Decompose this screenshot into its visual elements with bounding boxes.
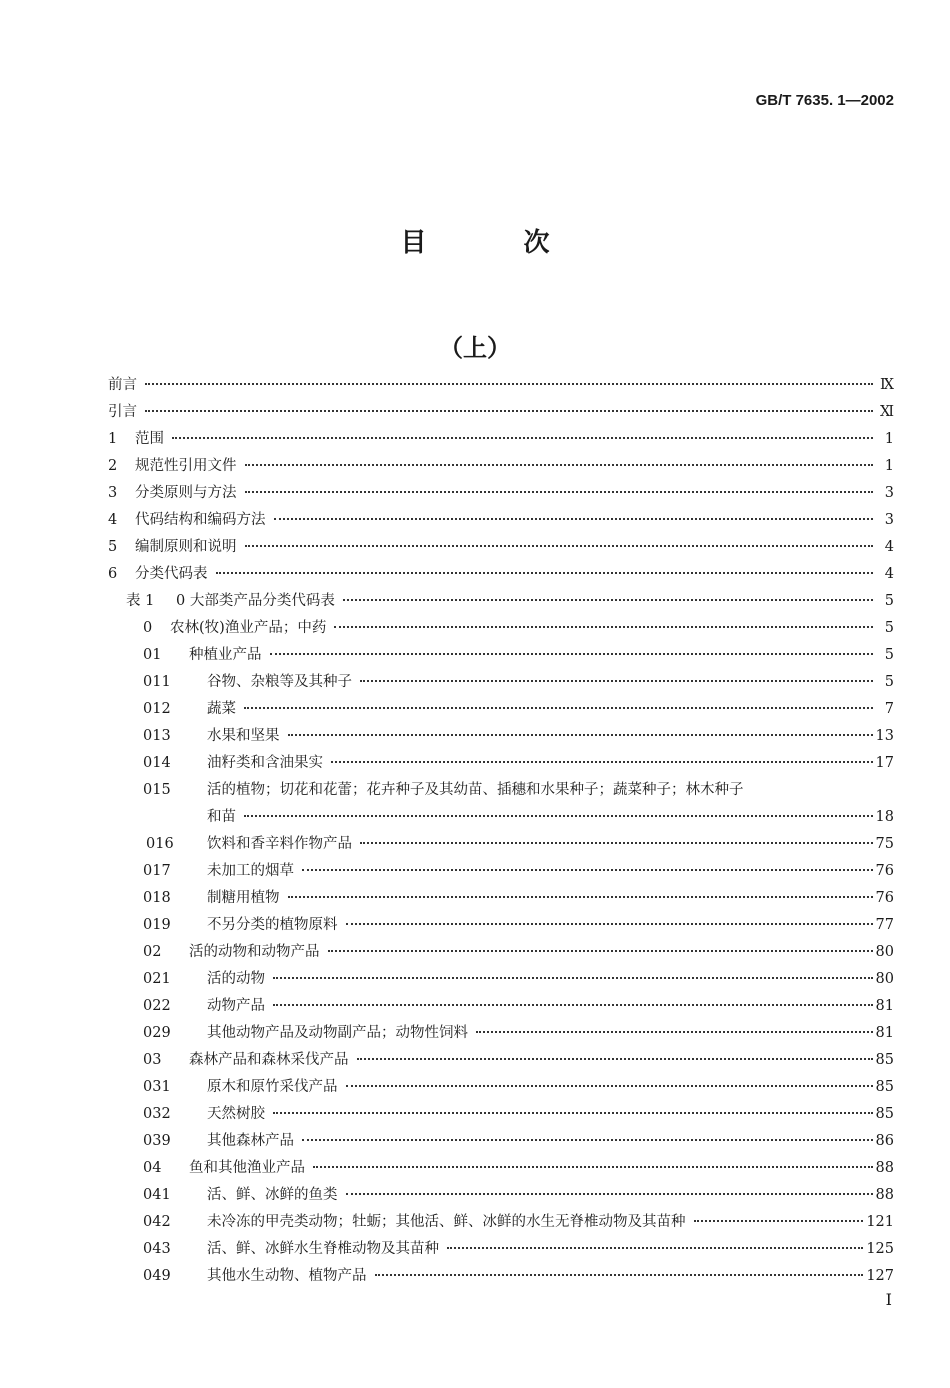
dot-leader xyxy=(273,976,873,979)
dot-leader xyxy=(476,1030,873,1033)
dot-leader xyxy=(447,1246,863,1249)
toc-entry-number: 0 xyxy=(143,620,153,636)
toc-entry-title: 0 大部类产品分类代码表 xyxy=(176,593,335,609)
dot-leader xyxy=(375,1273,864,1276)
document-code: GB/T 7635. 1—2002 xyxy=(755,92,894,109)
dot-leader xyxy=(288,895,873,898)
toc-entry-page: 121 xyxy=(866,1214,894,1230)
toc-entry-page: 1 xyxy=(884,431,894,447)
toc-entry-page: 77 xyxy=(875,917,894,933)
dot-leader xyxy=(245,544,874,547)
table-of-contents xyxy=(0,372,950,1290)
toc-entry[interactable] xyxy=(0,993,950,1020)
toc-entry-number: 011 xyxy=(143,674,171,690)
dot-leader xyxy=(346,1084,873,1087)
dot-leader xyxy=(328,949,873,952)
toc-entry-page: 4 xyxy=(884,539,894,555)
toc-entry-number: 041 xyxy=(143,1187,171,1203)
toc-entry[interactable] xyxy=(0,723,950,750)
toc-entry-number: 表 1 xyxy=(126,593,155,609)
toc-entry[interactable] xyxy=(0,561,950,588)
toc-entry-page: 85 xyxy=(875,1106,894,1122)
toc-entry[interactable] xyxy=(0,480,950,507)
toc-entry-page: 80 xyxy=(875,944,894,960)
dot-leader xyxy=(302,1138,873,1141)
toc-entry-title: 制糖用植物 xyxy=(207,890,280,906)
dot-leader xyxy=(216,571,874,574)
toc-entry[interactable] xyxy=(0,1182,950,1209)
toc-entry-page: 3 xyxy=(884,512,894,528)
toc-entry-page: 76 xyxy=(875,863,894,879)
toc-entry-title: 分类原则与方法 xyxy=(135,485,237,501)
toc-entry[interactable] xyxy=(0,1263,950,1290)
toc-entry-title: 其他森林产品 xyxy=(207,1133,294,1149)
toc-entry-page: Ⅸ xyxy=(880,377,894,393)
dot-leader xyxy=(270,652,874,655)
toc-entry-page: 17 xyxy=(875,755,894,771)
toc-entry-title: 活的动物和动物产品 xyxy=(189,944,320,960)
dot-leader xyxy=(145,382,873,385)
toc-entry-page: 81 xyxy=(875,1025,894,1041)
toc-entry-page: 4 xyxy=(884,566,894,582)
toc-entry[interactable] xyxy=(0,1074,950,1101)
toc-entry-page: 5 xyxy=(884,620,894,636)
toc-entry-number: 015 xyxy=(143,782,171,798)
dot-leader xyxy=(274,517,874,520)
toc-entry-page: 5 xyxy=(884,593,894,609)
toc-entry-page: Ⅺ xyxy=(879,404,894,420)
toc-entry-page: 127 xyxy=(866,1268,894,1284)
toc-entry-number: 018 xyxy=(143,890,171,906)
toc-entry[interactable] xyxy=(0,507,950,534)
toc-entry-title: 油籽类和含油果实 xyxy=(207,755,323,771)
toc-entry[interactable] xyxy=(0,642,950,669)
toc-entry-number: 014 xyxy=(143,755,171,771)
toc-entry[interactable] xyxy=(0,1047,950,1074)
toc-entry[interactable] xyxy=(0,777,950,804)
toc-entry-title: 活、鲜、冰鲜的鱼类 xyxy=(207,1187,338,1203)
toc-entry-page: 18 xyxy=(875,809,894,825)
toc-entry[interactable] xyxy=(0,750,950,777)
toc-entry-title: 编制原则和说明 xyxy=(135,539,237,555)
toc-entry[interactable] xyxy=(0,885,950,912)
toc-entry[interactable] xyxy=(0,966,950,993)
toc-entry-title: 未冷冻的甲壳类动物；牡蛎；其他活、鲜、冰鲜的水生无脊椎动物及其苗种 xyxy=(207,1214,686,1230)
volume-label: （上） xyxy=(439,334,511,362)
toc-entry-number: 043 xyxy=(143,1241,171,1257)
toc-entry-number: 4 xyxy=(108,512,118,528)
dot-leader xyxy=(244,814,873,817)
dot-leader xyxy=(172,436,873,439)
toc-entry-number: 3 xyxy=(108,485,118,501)
page-number: I xyxy=(885,1290,892,1309)
dot-leader xyxy=(245,463,874,466)
toc-entry-page: 81 xyxy=(875,998,894,1014)
toc-entry[interactable] xyxy=(0,696,950,723)
toc-entry-number: 021 xyxy=(143,971,171,987)
toc-entry-title: 谷物、杂粮等及其种子 xyxy=(207,674,352,690)
toc-entry-title: 活、鲜、冰鲜水生脊椎动物及其苗种 xyxy=(207,1241,439,1257)
toc-entry-title: 天然树胶 xyxy=(207,1106,265,1122)
toc-entry-title: 前言 xyxy=(108,377,137,393)
toc-entry-page: 76 xyxy=(875,890,894,906)
dot-leader xyxy=(244,706,873,709)
dot-leader xyxy=(145,409,873,412)
dot-leader xyxy=(346,1192,873,1195)
toc-entry-page: 75 xyxy=(875,836,894,852)
toc-entry-page: 85 xyxy=(875,1079,894,1095)
toc-entry[interactable] xyxy=(0,1020,950,1047)
dot-leader xyxy=(302,868,873,871)
toc-entry-title: 未加工的烟草 xyxy=(207,863,294,879)
toc-entry-page: 85 xyxy=(875,1052,894,1068)
toc-entry[interactable] xyxy=(0,939,950,966)
toc-entry[interactable] xyxy=(0,1101,950,1128)
dot-leader xyxy=(694,1219,864,1222)
toc-entry-title: 范围 xyxy=(135,431,164,447)
toc-entry-title: 农林(牧)渔业产品；中药 xyxy=(170,620,327,636)
toc-entry-title: 饮料和香辛料作物产品 xyxy=(207,836,352,852)
dot-leader xyxy=(331,760,873,763)
toc-entry-page: 86 xyxy=(875,1133,894,1149)
toc-entry-title: 水果和坚果 xyxy=(207,728,280,744)
toc-entry-number: 012 xyxy=(143,701,171,717)
toc-entry-page: 5 xyxy=(884,647,894,663)
toc-entry[interactable] xyxy=(0,912,950,939)
toc-entry-title: 活的植物；切花和花蕾；花卉种子及其幼苗、插穗和水果种子；蔬菜种子；林木种子 xyxy=(207,782,744,798)
toc-entry-number: 042 xyxy=(143,1214,171,1230)
toc-entry-page: 13 xyxy=(875,728,894,744)
toc-entry-title: 和苗 xyxy=(207,809,236,825)
toc-entry-title: 分类代码表 xyxy=(135,566,208,582)
toc-entry-number: 5 xyxy=(108,539,118,555)
toc-entry-title: 规范性引用文件 xyxy=(135,458,237,474)
dot-leader xyxy=(245,490,874,493)
toc-entry-number: 029 xyxy=(143,1025,171,1041)
toc-entry[interactable] xyxy=(0,426,950,453)
toc-entry-page: 88 xyxy=(875,1187,894,1203)
toc-entry[interactable] xyxy=(0,804,950,831)
toc-entry[interactable] xyxy=(0,1209,950,1236)
toc-entry-page: 3 xyxy=(884,485,894,501)
toc-entry-title: 其他动物产品及动物副产品；动物性饲料 xyxy=(207,1025,468,1041)
dot-leader xyxy=(360,679,873,682)
dot-leader xyxy=(273,1003,873,1006)
toc-entry-title: 不另分类的植物原料 xyxy=(207,917,338,933)
dot-leader xyxy=(343,598,873,601)
toc-entry[interactable] xyxy=(0,669,950,696)
toc-entry[interactable] xyxy=(0,1128,950,1155)
toc-entry-number: 013 xyxy=(143,728,171,744)
toc-entry-title: 蔬菜 xyxy=(207,701,236,717)
toc-entry[interactable] xyxy=(0,534,950,561)
dot-leader xyxy=(288,733,873,736)
toc-entry-page: 80 xyxy=(875,971,894,987)
toc-entry-page: 7 xyxy=(884,701,894,717)
toc-entry-page: 88 xyxy=(875,1160,894,1176)
toc-entry-number: 2 xyxy=(108,458,118,474)
dot-leader xyxy=(360,841,873,844)
toc-entry-number: 02 xyxy=(143,944,162,960)
page-title: 目 次 xyxy=(400,228,594,258)
toc-entry-number: 019 xyxy=(143,917,171,933)
toc-entry-title: 引言 xyxy=(108,404,137,420)
toc-entry[interactable] xyxy=(0,615,950,642)
toc-entry-number: 031 xyxy=(143,1079,171,1095)
dot-leader xyxy=(334,625,873,628)
toc-entry-title: 代码结构和编码方法 xyxy=(135,512,266,528)
toc-entry-title: 活的动物 xyxy=(207,971,265,987)
toc-entry-number: 032 xyxy=(143,1106,171,1122)
toc-entry-title: 其他水生动物、植物产品 xyxy=(207,1268,367,1284)
toc-entry-page: 5 xyxy=(884,674,894,690)
toc-entry[interactable] xyxy=(0,399,950,426)
toc-entry-title: 原木和原竹采伐产品 xyxy=(207,1079,338,1095)
toc-entry[interactable] xyxy=(0,453,950,480)
toc-entry[interactable] xyxy=(0,858,950,885)
toc-entry[interactable] xyxy=(0,1236,950,1263)
toc-entry-number: 017 xyxy=(143,863,171,879)
toc-entry-page: 1 xyxy=(884,458,894,474)
toc-entry-number: 049 xyxy=(143,1268,171,1284)
toc-entry[interactable] xyxy=(0,372,950,399)
toc-entry-number: 1 xyxy=(108,431,118,447)
toc-entry[interactable] xyxy=(0,588,950,615)
toc-entry-number: 01 xyxy=(143,647,162,663)
dot-leader xyxy=(273,1111,873,1114)
toc-entry-title: 鱼和其他渔业产品 xyxy=(189,1160,305,1176)
toc-entry-number: 6 xyxy=(108,566,118,582)
toc-entry[interactable] xyxy=(0,1155,950,1182)
toc-entry-number: 016 xyxy=(146,836,174,852)
toc-entry-number: 03 xyxy=(143,1052,162,1068)
toc-entry-title: 森林产品和森林采伐产品 xyxy=(189,1052,349,1068)
dot-leader xyxy=(313,1165,873,1168)
toc-entry-number: 022 xyxy=(143,998,171,1014)
toc-entry-title: 动物产品 xyxy=(207,998,265,1014)
toc-entry[interactable] xyxy=(0,831,950,858)
toc-entry-page: 125 xyxy=(866,1241,894,1257)
toc-entry-number: 04 xyxy=(143,1160,162,1176)
toc-entry-title: 种植业产品 xyxy=(189,647,262,663)
dot-leader xyxy=(346,922,873,925)
dot-leader xyxy=(357,1057,873,1060)
toc-entry-number: 039 xyxy=(143,1133,171,1149)
